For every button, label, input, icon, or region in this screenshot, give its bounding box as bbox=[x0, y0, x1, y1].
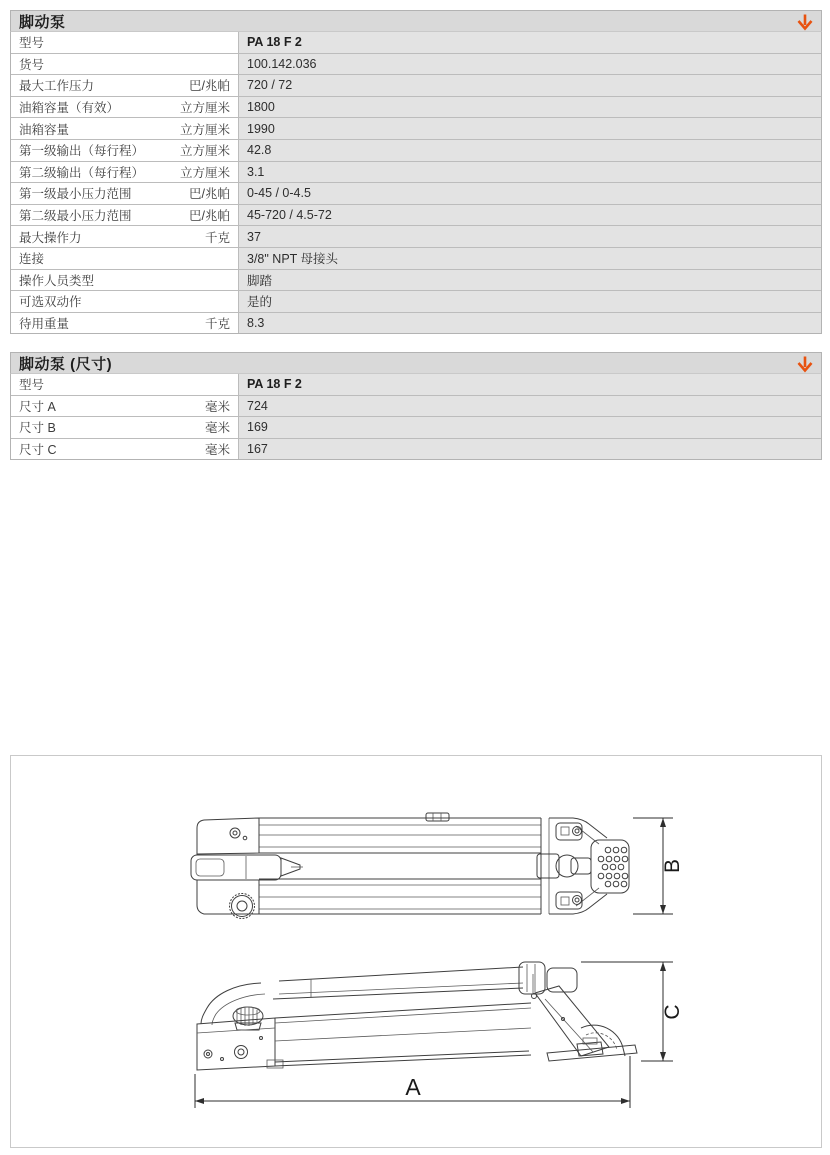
row-unit: 立方厘米 bbox=[179, 165, 230, 180]
dim-label-c: C bbox=[661, 1004, 684, 1020]
row-unit: 毫米 bbox=[204, 399, 230, 414]
row-label: 尺寸 C bbox=[19, 443, 57, 458]
table-row bbox=[11, 416, 821, 438]
row-label-cell bbox=[11, 270, 238, 291]
row-label: 型号 bbox=[19, 36, 45, 51]
row-label-cell bbox=[11, 140, 238, 161]
row-value: 45-720 / 4.5-72 bbox=[238, 205, 821, 226]
row-label: 货号 bbox=[19, 57, 45, 72]
row-label-cell bbox=[11, 313, 238, 334]
row-value: 724 bbox=[238, 396, 821, 417]
row-label: 尺寸 B bbox=[19, 421, 56, 436]
row-label-cell bbox=[11, 439, 238, 460]
dimension-a bbox=[195, 1056, 630, 1108]
row-label-cell bbox=[11, 248, 238, 269]
spec-table-foot-pump bbox=[10, 10, 822, 334]
table-body bbox=[10, 374, 822, 460]
table-row bbox=[11, 395, 821, 417]
row-label-cell bbox=[11, 291, 238, 312]
table-row bbox=[11, 438, 821, 460]
row-label: 油箱容量 bbox=[19, 122, 70, 137]
row-value: 1990 bbox=[238, 118, 821, 139]
row-value: PA 18 F 2 bbox=[238, 374, 821, 395]
table-row bbox=[11, 96, 821, 118]
row-label: 第一级输出（每行程） bbox=[19, 144, 145, 159]
row-value: 169 bbox=[238, 417, 821, 438]
table-row bbox=[11, 182, 821, 204]
row-value: 167 bbox=[238, 439, 821, 460]
table-row bbox=[11, 312, 821, 334]
row-label-cell bbox=[11, 226, 238, 247]
row-label: 连接 bbox=[19, 252, 45, 267]
table-row-model bbox=[11, 374, 821, 395]
row-label: 尺寸 A bbox=[19, 399, 56, 414]
row-unit: 毫米 bbox=[204, 421, 230, 436]
row-unit: 立方厘米 bbox=[179, 101, 230, 116]
row-label-cell bbox=[11, 417, 238, 438]
row-unit: 千克 bbox=[204, 317, 230, 332]
table-row bbox=[11, 74, 821, 96]
row-unit: 毫米 bbox=[204, 443, 230, 458]
row-label: 第一级最小压力范围 bbox=[19, 187, 132, 202]
row-label: 型号 bbox=[19, 378, 45, 393]
row-label: 操作人员类型 bbox=[19, 273, 95, 288]
row-value: 3.1 bbox=[238, 162, 821, 183]
row-value: 1800 bbox=[238, 97, 821, 118]
row-label-cell bbox=[11, 118, 238, 139]
dim-label-a: A bbox=[405, 1074, 421, 1100]
dim-label-b: B bbox=[661, 858, 684, 874]
row-label-cell bbox=[11, 183, 238, 204]
table-row bbox=[11, 139, 821, 161]
row-label: 油箱容量（有效） bbox=[19, 101, 120, 116]
table-header bbox=[10, 10, 822, 32]
dimension-b bbox=[633, 818, 684, 914]
row-value: 0-45 / 0-4.5 bbox=[238, 183, 821, 204]
table-title: 脚动泵 (尺寸) bbox=[19, 355, 113, 373]
row-label: 最大工作压力 bbox=[19, 79, 95, 94]
row-label-cell bbox=[11, 75, 238, 96]
row-value: 3/8" NPT 母接头 bbox=[238, 248, 821, 269]
pump-technical-drawing bbox=[11, 756, 821, 1147]
download-arrow-icon[interactable] bbox=[796, 355, 814, 374]
table-row bbox=[11, 204, 821, 226]
table-row bbox=[11, 269, 821, 291]
pedal-grip-dots bbox=[598, 847, 628, 887]
download-arrow-icon[interactable] bbox=[796, 13, 814, 32]
pump-top-view bbox=[191, 813, 629, 919]
row-value: 是的 bbox=[238, 291, 821, 312]
row-label-cell bbox=[11, 374, 238, 395]
row-unit: 立方厘米 bbox=[179, 122, 230, 137]
table-row bbox=[11, 290, 821, 312]
table-header bbox=[10, 352, 822, 374]
row-label-cell bbox=[11, 205, 238, 226]
table-rows bbox=[11, 395, 821, 460]
row-value: PA 18 F 2 bbox=[238, 32, 821, 53]
row-value: 8.3 bbox=[238, 313, 821, 334]
row-value: 100.142.036 bbox=[238, 54, 821, 75]
row-label: 第二级输出（每行程） bbox=[19, 165, 145, 180]
row-label: 第二级最小压力范围 bbox=[19, 209, 132, 224]
table-row bbox=[11, 161, 821, 183]
row-value: 脚踏 bbox=[238, 270, 821, 291]
row-value: 720 / 72 bbox=[238, 75, 821, 96]
dimension-c bbox=[581, 962, 684, 1061]
row-label-cell bbox=[11, 32, 238, 53]
row-label: 待用重量 bbox=[19, 317, 70, 332]
table-rows bbox=[11, 53, 821, 334]
row-label-cell bbox=[11, 97, 238, 118]
pump-side-view bbox=[197, 962, 637, 1070]
row-label-cell bbox=[11, 396, 238, 417]
table-row-model bbox=[11, 32, 821, 53]
table-body bbox=[10, 32, 822, 334]
row-unit: 千克 bbox=[204, 230, 230, 245]
technical-drawing-panel bbox=[10, 755, 822, 1148]
table-row bbox=[11, 117, 821, 139]
row-label: 可选双动作 bbox=[19, 295, 82, 310]
table-row bbox=[11, 247, 821, 269]
table-row bbox=[11, 225, 821, 247]
row-label-cell bbox=[11, 162, 238, 183]
row-value: 42.8 bbox=[238, 140, 821, 161]
spec-table-foot-pump-dimensions bbox=[10, 352, 822, 460]
row-unit: 立方厘米 bbox=[179, 144, 230, 159]
table-title: 脚动泵 bbox=[19, 13, 66, 31]
row-unit: 巴/兆帕 bbox=[189, 79, 230, 94]
row-unit: 巴/兆帕 bbox=[189, 187, 230, 202]
row-value: 37 bbox=[238, 226, 821, 247]
row-label-cell bbox=[11, 54, 238, 75]
table-row bbox=[11, 53, 821, 75]
row-unit: 巴/兆帕 bbox=[189, 209, 230, 224]
row-label: 最大操作力 bbox=[19, 230, 82, 245]
